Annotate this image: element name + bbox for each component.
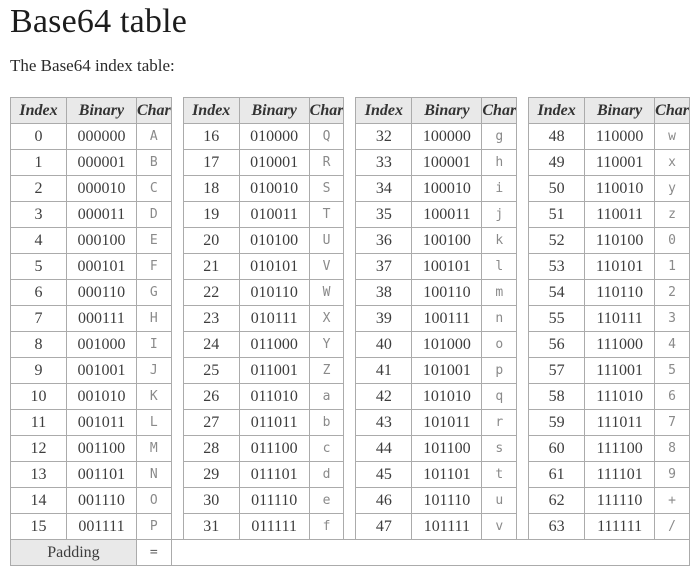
index-cell: 17 xyxy=(183,150,239,176)
char-cell: V xyxy=(309,254,344,280)
binary-cell: 110010 xyxy=(585,176,655,202)
char-cell: j xyxy=(482,202,517,228)
binary-cell: 111111 xyxy=(585,514,655,540)
column-gap xyxy=(344,358,356,384)
index-cell: 11 xyxy=(11,410,67,436)
index-cell: 26 xyxy=(183,384,239,410)
binary-cell: 001100 xyxy=(66,436,136,462)
index-cell: 44 xyxy=(356,436,412,462)
column-gap xyxy=(344,410,356,436)
binary-cell: 110001 xyxy=(585,150,655,176)
char-cell: 9 xyxy=(655,462,690,488)
binary-cell: 110011 xyxy=(585,202,655,228)
binary-cell: 000000 xyxy=(66,124,136,150)
table-row xyxy=(11,150,690,176)
index-cell: 8 xyxy=(11,332,67,358)
table-row xyxy=(11,384,690,410)
binary-cell: 010111 xyxy=(239,306,309,332)
char-cell: U xyxy=(309,228,344,254)
index-cell: 14 xyxy=(11,488,67,514)
table-row xyxy=(11,332,690,358)
index-cell: 6 xyxy=(11,280,67,306)
index-cell: 29 xyxy=(183,462,239,488)
index-cell: 50 xyxy=(529,176,585,202)
index-cell: 51 xyxy=(529,202,585,228)
column-gap xyxy=(171,332,183,358)
char-cell: 1 xyxy=(655,254,690,280)
char-cell: M xyxy=(136,436,171,462)
binary-cell: 101101 xyxy=(412,462,482,488)
char-cell: p xyxy=(482,358,517,384)
char-cell: + xyxy=(655,488,690,514)
column-gap xyxy=(344,254,356,280)
binary-cell: 001000 xyxy=(66,332,136,358)
binary-cell: 101111 xyxy=(412,514,482,540)
index-cell: 28 xyxy=(183,436,239,462)
char-cell: s xyxy=(482,436,517,462)
header-index: Index xyxy=(11,98,67,124)
char-cell: q xyxy=(482,384,517,410)
index-cell: 5 xyxy=(11,254,67,280)
column-gap xyxy=(344,306,356,332)
char-cell: v xyxy=(482,514,517,540)
binary-cell: 001010 xyxy=(66,384,136,410)
column-gap xyxy=(344,462,356,488)
binary-cell: 101001 xyxy=(412,358,482,384)
char-cell: i xyxy=(482,176,517,202)
binary-cell: 011001 xyxy=(239,358,309,384)
binary-cell: 111100 xyxy=(585,436,655,462)
char-cell: G xyxy=(136,280,171,306)
index-cell: 47 xyxy=(356,514,412,540)
table-row xyxy=(11,462,690,488)
char-cell: n xyxy=(482,306,517,332)
column-gap xyxy=(171,436,183,462)
char-cell: N xyxy=(136,462,171,488)
binary-cell: 011010 xyxy=(239,384,309,410)
index-cell: 20 xyxy=(183,228,239,254)
binary-cell: 001111 xyxy=(66,514,136,540)
column-gap xyxy=(344,332,356,358)
binary-cell: 110100 xyxy=(585,228,655,254)
column-gap xyxy=(517,436,529,462)
binary-cell: 100000 xyxy=(412,124,482,150)
binary-cell: 101011 xyxy=(412,410,482,436)
index-cell: 63 xyxy=(529,514,585,540)
column-gap xyxy=(517,462,529,488)
index-cell: 23 xyxy=(183,306,239,332)
index-cell: 18 xyxy=(183,176,239,202)
char-cell: 5 xyxy=(655,358,690,384)
padding-label-cell: Padding xyxy=(11,540,137,566)
index-cell: 46 xyxy=(356,488,412,514)
binary-cell: 011110 xyxy=(239,488,309,514)
index-cell: 61 xyxy=(529,462,585,488)
char-cell: b xyxy=(309,410,344,436)
binary-cell: 111011 xyxy=(585,410,655,436)
char-cell: A xyxy=(136,124,171,150)
column-gap xyxy=(171,358,183,384)
table-row xyxy=(11,488,690,514)
column-gap xyxy=(171,514,183,540)
index-cell: 33 xyxy=(356,150,412,176)
column-gap xyxy=(344,202,356,228)
char-cell: h xyxy=(482,150,517,176)
column-gap xyxy=(171,124,183,150)
index-cell: 0 xyxy=(11,124,67,150)
binary-cell: 010110 xyxy=(239,280,309,306)
char-cell: a xyxy=(309,384,344,410)
header-char: Char xyxy=(655,98,690,124)
char-cell: D xyxy=(136,202,171,228)
char-cell: u xyxy=(482,488,517,514)
index-cell: 10 xyxy=(11,384,67,410)
index-cell: 48 xyxy=(529,124,585,150)
char-cell: m xyxy=(482,280,517,306)
char-cell: R xyxy=(309,150,344,176)
index-cell: 56 xyxy=(529,332,585,358)
header-binary: Binary xyxy=(585,98,655,124)
char-cell: 0 xyxy=(655,228,690,254)
table-row xyxy=(11,306,690,332)
header-char: Char xyxy=(309,98,344,124)
char-cell: W xyxy=(309,280,344,306)
column-gap xyxy=(344,384,356,410)
index-cell: 60 xyxy=(529,436,585,462)
column-gap xyxy=(517,332,529,358)
index-cell: 53 xyxy=(529,254,585,280)
index-cell: 15 xyxy=(11,514,67,540)
binary-cell: 011011 xyxy=(239,410,309,436)
char-cell: C xyxy=(136,176,171,202)
char-cell: g xyxy=(482,124,517,150)
index-cell: 45 xyxy=(356,462,412,488)
column-gap xyxy=(517,228,529,254)
padding-row xyxy=(11,540,690,566)
index-cell: 7 xyxy=(11,306,67,332)
table-row xyxy=(11,280,690,306)
binary-cell: 000011 xyxy=(66,202,136,228)
binary-cell: 011100 xyxy=(239,436,309,462)
binary-cell: 111110 xyxy=(585,488,655,514)
char-cell: I xyxy=(136,332,171,358)
base64-index-table xyxy=(10,97,690,566)
char-cell: 7 xyxy=(655,410,690,436)
binary-cell: 110111 xyxy=(585,306,655,332)
char-cell: O xyxy=(136,488,171,514)
index-cell: 62 xyxy=(529,488,585,514)
char-cell: 8 xyxy=(655,436,690,462)
binary-cell: 010011 xyxy=(239,202,309,228)
binary-cell: 100110 xyxy=(412,280,482,306)
index-cell: 43 xyxy=(356,410,412,436)
char-cell: f xyxy=(309,514,344,540)
column-gap xyxy=(517,384,529,410)
binary-cell: 000001 xyxy=(66,150,136,176)
index-cell: 57 xyxy=(529,358,585,384)
binary-cell: 101000 xyxy=(412,332,482,358)
binary-cell: 011111 xyxy=(239,514,309,540)
header-index: Index xyxy=(529,98,585,124)
column-gap xyxy=(517,254,529,280)
index-cell: 37 xyxy=(356,254,412,280)
char-cell: S xyxy=(309,176,344,202)
char-cell: 4 xyxy=(655,332,690,358)
char-cell: y xyxy=(655,176,690,202)
char-cell: x xyxy=(655,150,690,176)
column-gap xyxy=(171,488,183,514)
char-cell: / xyxy=(655,514,690,540)
char-cell: E xyxy=(136,228,171,254)
char-cell: 6 xyxy=(655,384,690,410)
index-cell: 9 xyxy=(11,358,67,384)
index-cell: 2 xyxy=(11,176,67,202)
column-gap xyxy=(517,176,529,202)
column-gap xyxy=(171,228,183,254)
index-cell: 3 xyxy=(11,202,67,228)
table-row xyxy=(11,176,690,202)
header-index: Index xyxy=(183,98,239,124)
column-gap xyxy=(344,150,356,176)
char-cell: w xyxy=(655,124,690,150)
binary-cell: 100010 xyxy=(412,176,482,202)
binary-cell: 010000 xyxy=(239,124,309,150)
intro-text: The Base64 index table: xyxy=(10,56,175,75)
column-gap xyxy=(171,254,183,280)
char-cell: K xyxy=(136,384,171,410)
index-cell: 39 xyxy=(356,306,412,332)
table-row xyxy=(11,436,690,462)
char-cell: P xyxy=(136,514,171,540)
table-row xyxy=(11,228,690,254)
binary-cell: 100011 xyxy=(412,202,482,228)
index-cell: 16 xyxy=(183,124,239,150)
index-cell: 52 xyxy=(529,228,585,254)
binary-cell: 000111 xyxy=(66,306,136,332)
binary-cell: 111010 xyxy=(585,384,655,410)
char-cell: r xyxy=(482,410,517,436)
binary-cell: 011101 xyxy=(239,462,309,488)
binary-cell: 100100 xyxy=(412,228,482,254)
column-gap xyxy=(171,306,183,332)
column-gap xyxy=(517,514,529,540)
binary-cell: 000101 xyxy=(66,254,136,280)
binary-cell: 010010 xyxy=(239,176,309,202)
index-cell: 59 xyxy=(529,410,585,436)
column-gap xyxy=(344,176,356,202)
binary-cell: 101110 xyxy=(412,488,482,514)
char-cell: T xyxy=(309,202,344,228)
binary-cell: 001011 xyxy=(66,410,136,436)
index-cell: 32 xyxy=(356,124,412,150)
char-cell: Y xyxy=(309,332,344,358)
column-gap xyxy=(171,462,183,488)
index-cell: 55 xyxy=(529,306,585,332)
padding-empty-cell xyxy=(171,540,689,566)
char-cell: X xyxy=(309,306,344,332)
column-gap xyxy=(344,124,356,150)
index-cell: 42 xyxy=(356,384,412,410)
binary-cell: 110110 xyxy=(585,280,655,306)
binary-cell: 001001 xyxy=(66,358,136,384)
index-cell: 35 xyxy=(356,202,412,228)
header-char: Char xyxy=(136,98,171,124)
column-gap xyxy=(171,176,183,202)
char-cell: e xyxy=(309,488,344,514)
column-gap xyxy=(171,150,183,176)
column-gap xyxy=(517,150,529,176)
index-cell: 41 xyxy=(356,358,412,384)
binary-cell: 111001 xyxy=(585,358,655,384)
column-gap xyxy=(171,280,183,306)
index-cell: 36 xyxy=(356,228,412,254)
column-gap xyxy=(344,514,356,540)
column-gap xyxy=(517,98,529,124)
binary-cell: 110101 xyxy=(585,254,655,280)
char-cell: F xyxy=(136,254,171,280)
char-cell: k xyxy=(482,228,517,254)
header-char: Char xyxy=(482,98,517,124)
column-gap xyxy=(517,202,529,228)
char-cell: Q xyxy=(309,124,344,150)
table-row xyxy=(11,410,690,436)
char-cell: c xyxy=(309,436,344,462)
binary-cell: 100111 xyxy=(412,306,482,332)
char-cell: t xyxy=(482,462,517,488)
index-cell: 30 xyxy=(183,488,239,514)
index-cell: 24 xyxy=(183,332,239,358)
char-cell: B xyxy=(136,150,171,176)
index-cell: 13 xyxy=(11,462,67,488)
binary-cell: 100101 xyxy=(412,254,482,280)
char-cell: d xyxy=(309,462,344,488)
binary-cell: 000110 xyxy=(66,280,136,306)
table-row xyxy=(11,202,690,228)
binary-cell: 110000 xyxy=(585,124,655,150)
header-binary: Binary xyxy=(412,98,482,124)
index-cell: 19 xyxy=(183,202,239,228)
index-cell: 31 xyxy=(183,514,239,540)
char-cell: z xyxy=(655,202,690,228)
binary-cell: 001110 xyxy=(66,488,136,514)
index-cell: 54 xyxy=(529,280,585,306)
binary-cell: 000100 xyxy=(66,228,136,254)
binary-cell: 000010 xyxy=(66,176,136,202)
column-gap xyxy=(344,280,356,306)
table-row xyxy=(11,124,690,150)
binary-cell: 100001 xyxy=(412,150,482,176)
column-gap xyxy=(517,306,529,332)
column-gap xyxy=(171,384,183,410)
table-row xyxy=(11,254,690,280)
index-cell: 38 xyxy=(356,280,412,306)
header-binary: Binary xyxy=(66,98,136,124)
index-cell: 21 xyxy=(183,254,239,280)
column-gap xyxy=(171,98,183,124)
header-index: Index xyxy=(356,98,412,124)
char-cell: Z xyxy=(309,358,344,384)
index-cell: 12 xyxy=(11,436,67,462)
index-cell: 49 xyxy=(529,150,585,176)
binary-cell: 111101 xyxy=(585,462,655,488)
index-cell: 4 xyxy=(11,228,67,254)
table-row xyxy=(11,358,690,384)
char-cell: H xyxy=(136,306,171,332)
page-title: Base64 table xyxy=(10,3,188,40)
index-cell: 25 xyxy=(183,358,239,384)
index-cell: 34 xyxy=(356,176,412,202)
char-cell: 2 xyxy=(655,280,690,306)
index-cell: 1 xyxy=(11,150,67,176)
char-cell: l xyxy=(482,254,517,280)
column-gap xyxy=(344,98,356,124)
header-binary: Binary xyxy=(239,98,309,124)
char-cell: L xyxy=(136,410,171,436)
index-cell: 22 xyxy=(183,280,239,306)
column-gap xyxy=(171,202,183,228)
column-gap xyxy=(517,280,529,306)
padding-char-cell: = xyxy=(136,540,171,566)
column-gap xyxy=(517,488,529,514)
column-gap xyxy=(517,358,529,384)
binary-cell: 010001 xyxy=(239,150,309,176)
column-gap xyxy=(344,228,356,254)
index-cell: 58 xyxy=(529,384,585,410)
column-gap xyxy=(344,436,356,462)
binary-cell: 011000 xyxy=(239,332,309,358)
index-cell: 40 xyxy=(356,332,412,358)
column-gap xyxy=(171,410,183,436)
table-header-row xyxy=(11,98,690,124)
binary-cell: 010100 xyxy=(239,228,309,254)
char-cell: J xyxy=(136,358,171,384)
binary-cell: 111000 xyxy=(585,332,655,358)
index-cell: 27 xyxy=(183,410,239,436)
char-cell: o xyxy=(482,332,517,358)
binary-cell: 001101 xyxy=(66,462,136,488)
table-row xyxy=(11,514,690,540)
binary-cell: 010101 xyxy=(239,254,309,280)
binary-cell: 101100 xyxy=(412,436,482,462)
column-gap xyxy=(344,488,356,514)
column-gap xyxy=(517,410,529,436)
char-cell: 3 xyxy=(655,306,690,332)
column-gap xyxy=(517,124,529,150)
binary-cell: 101010 xyxy=(412,384,482,410)
